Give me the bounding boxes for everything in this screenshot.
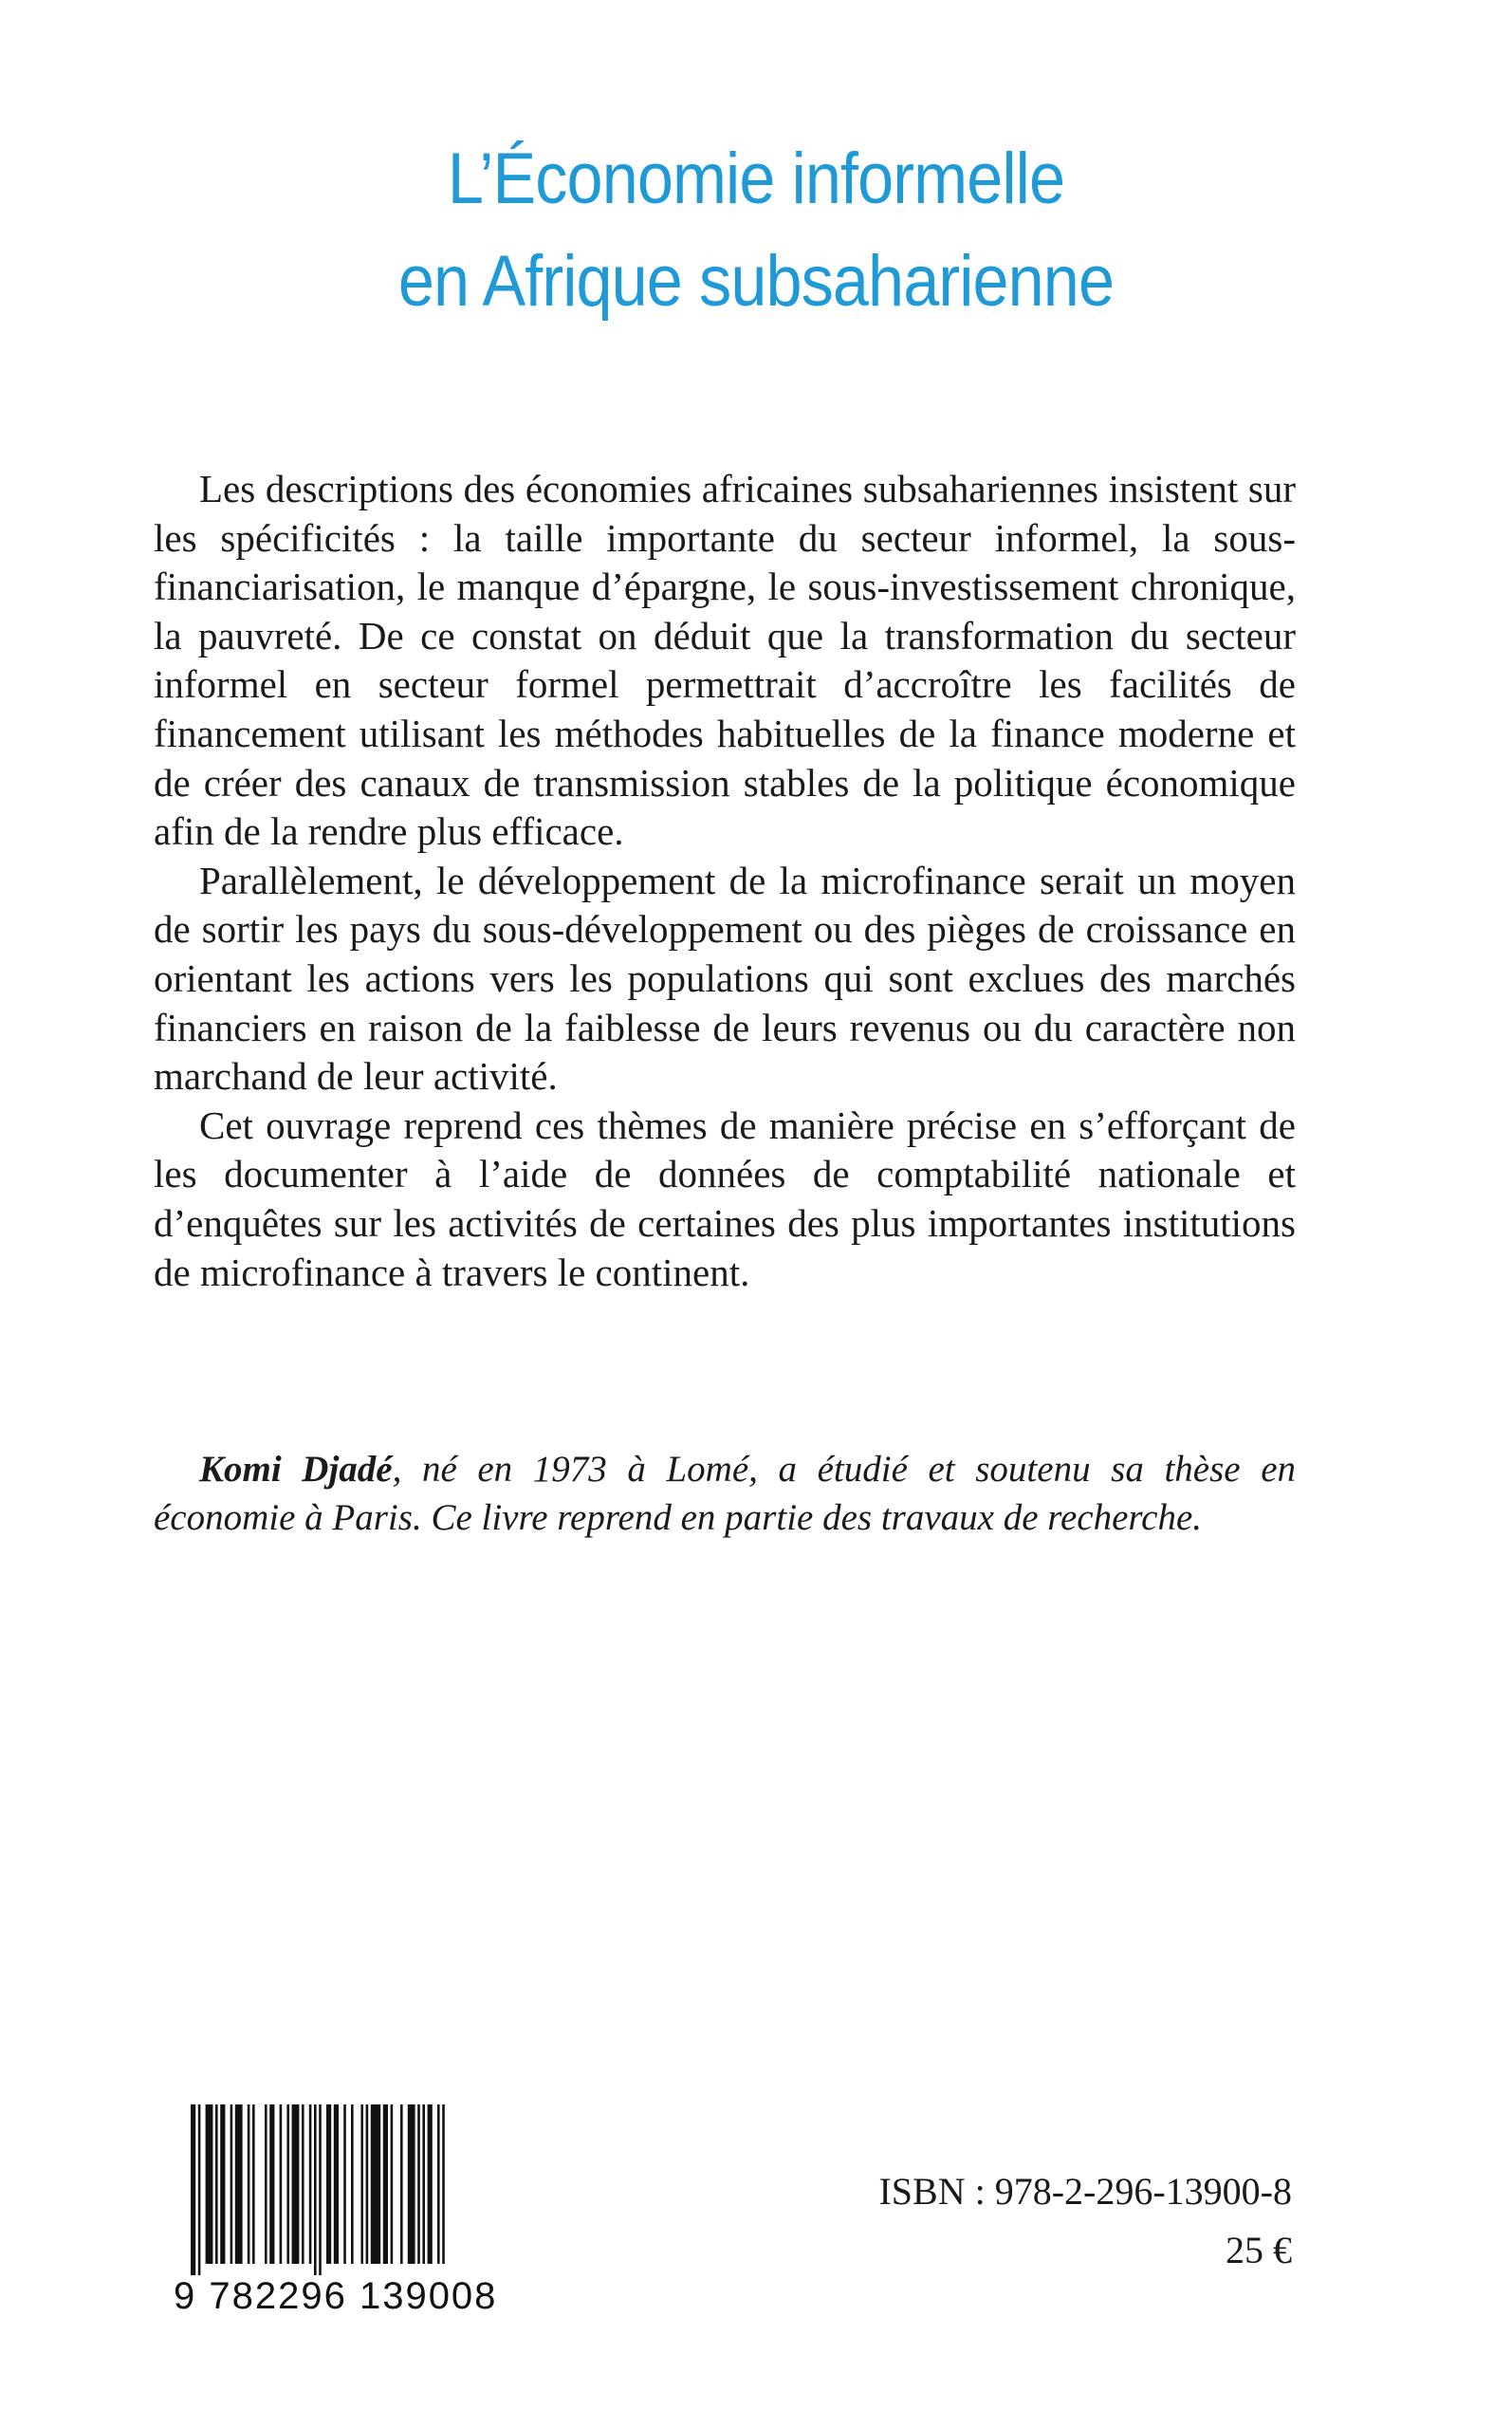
summary-paragraph-2: Parallèlement, le développement de la microfinance serait un moyen de sortir les pays du sous-développement ou des pièges de croissance en orientant les actions vers les populations qui sont exclues des marchés financiers en raison de la faiblesse de leurs revenus ou du caractère non marchand de leur activité. (154, 858, 1296, 1099)
isbn: ISBN : 978-2-296-13900-8 (878, 2170, 1292, 2213)
summary-text (154, 465, 1296, 1297)
price: 25 € (1226, 2229, 1292, 2271)
summary-paragraph-3: Cet ouvrage reprend ces thèmes de manière précise en s’efforçant de les documenter à l’aide de données de comptabilité nationale et d’enquêtes sur les activités de certaines des plus importantes institutions de microfinance à travers le continent. (154, 1103, 1296, 1294)
barcode-digits: 9 782296 139008 (174, 2275, 498, 2317)
barcode (174, 2104, 515, 2323)
title-line-1: L’Économie informelle (447, 139, 1065, 219)
author-bio: , né en 1973 à Lomé, a étudié et soutenu sa thèse en économie à Paris. Ce livre reprend en partie des travaux de recherche. (154, 1449, 1296, 1538)
book-title (0, 128, 1512, 333)
author-name: Komi Djadé (199, 1449, 393, 1490)
barcode-bars (174, 2104, 515, 2275)
author-note (154, 1445, 1296, 1542)
title-line-2: en Afrique subsaharienne (397, 241, 1115, 322)
summary-paragraph-1: Les descriptions des économies africaines subsahariennes insistent sur les spécificités : la taille importante du secteur informel, la sous-financiarisation, le manque d’épargne, le sous-investissement chronique, la pauvreté. De ce constat on déduit que la transformation du secteur informel en secteur formel permettrait d’accroître les facilités de financement utilisant les méthodes habituelles de la finance moderne et de créer des canaux de transmission stables de la politique économique afin de la rendre plus efficace. (154, 467, 1296, 854)
